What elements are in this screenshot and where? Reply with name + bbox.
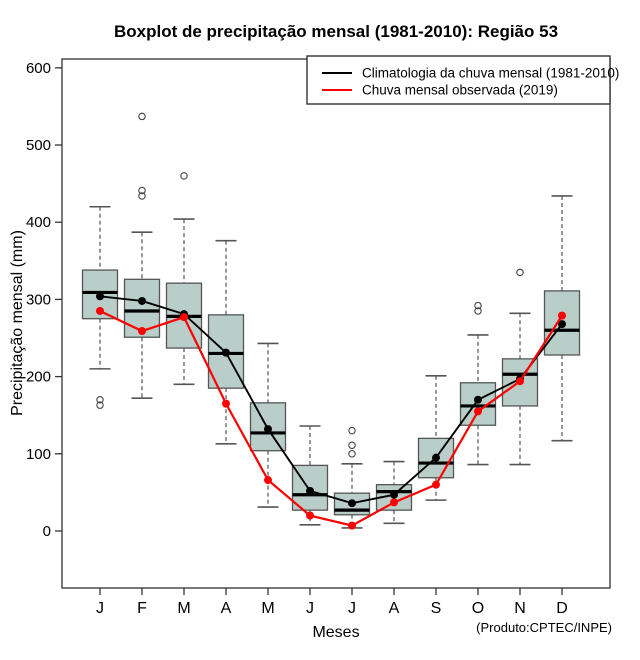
- x-tick-label: J: [348, 600, 356, 617]
- observed-point: [138, 327, 146, 335]
- observed-point: [306, 512, 314, 520]
- x-tick-label: M: [261, 600, 275, 617]
- y-tick-label: 500: [25, 137, 51, 154]
- legend-label: Chuva mensal observada (2019): [362, 82, 558, 98]
- y-tick-label: 400: [25, 214, 51, 232]
- x-tick-label: M: [177, 600, 191, 617]
- observed-point: [516, 377, 524, 385]
- observed-point: [96, 307, 104, 315]
- x-tick-label: A: [388, 600, 400, 617]
- x-tick-label: S: [430, 600, 442, 617]
- observed-point: [348, 522, 356, 530]
- chart-title: Boxplot de precipitação mensal (1981-2010): Região 53: [113, 22, 559, 41]
- outlier-point: [139, 113, 145, 119]
- outlier-point: [517, 269, 523, 275]
- x-tick-label: F: [137, 600, 147, 617]
- climatology-point: [222, 349, 230, 357]
- y-axis-label: Precipitação mensal (mm): [9, 230, 26, 416]
- climatology-point: [390, 491, 398, 499]
- observed-point: [264, 476, 272, 484]
- climatology-point: [474, 396, 482, 404]
- x-tick-label: O: [471, 600, 485, 617]
- outlier-point: [349, 451, 355, 457]
- observed-point: [180, 313, 188, 321]
- climatology-point: [96, 292, 104, 300]
- boxplot-box: [461, 383, 496, 425]
- x-tick-label: J: [306, 600, 314, 617]
- observed-point: [390, 498, 398, 506]
- x-tick-label: D: [556, 600, 568, 617]
- climatology-point: [432, 454, 440, 462]
- y-tick-label: 600: [25, 59, 51, 77]
- climatology-point: [138, 297, 146, 305]
- y-tick-label: 300: [25, 291, 51, 309]
- observed-point: [432, 481, 440, 489]
- outlier-point: [181, 173, 187, 179]
- climatology-point: [264, 425, 272, 433]
- y-tick-label: 100: [25, 445, 51, 463]
- source-caption: (Produto:CPTEC/INPE): [476, 620, 612, 635]
- climatology-point: [306, 487, 314, 495]
- observed-point: [474, 407, 482, 415]
- outlier-point: [349, 427, 355, 433]
- climatology-point: [348, 499, 356, 507]
- x-axis-label: Meses: [312, 624, 360, 641]
- legend-label: Climatologia da chuva mensal (1981-2010): [362, 65, 620, 81]
- y-tick-label: 0: [42, 523, 51, 540]
- x-tick-label: N: [514, 600, 526, 617]
- x-tick-label: J: [96, 600, 104, 617]
- y-tick-label: 200: [25, 368, 51, 386]
- observed-point: [558, 312, 566, 320]
- observed-point: [222, 400, 230, 408]
- outlier-point: [349, 442, 355, 448]
- x-tick-label: A: [220, 600, 232, 617]
